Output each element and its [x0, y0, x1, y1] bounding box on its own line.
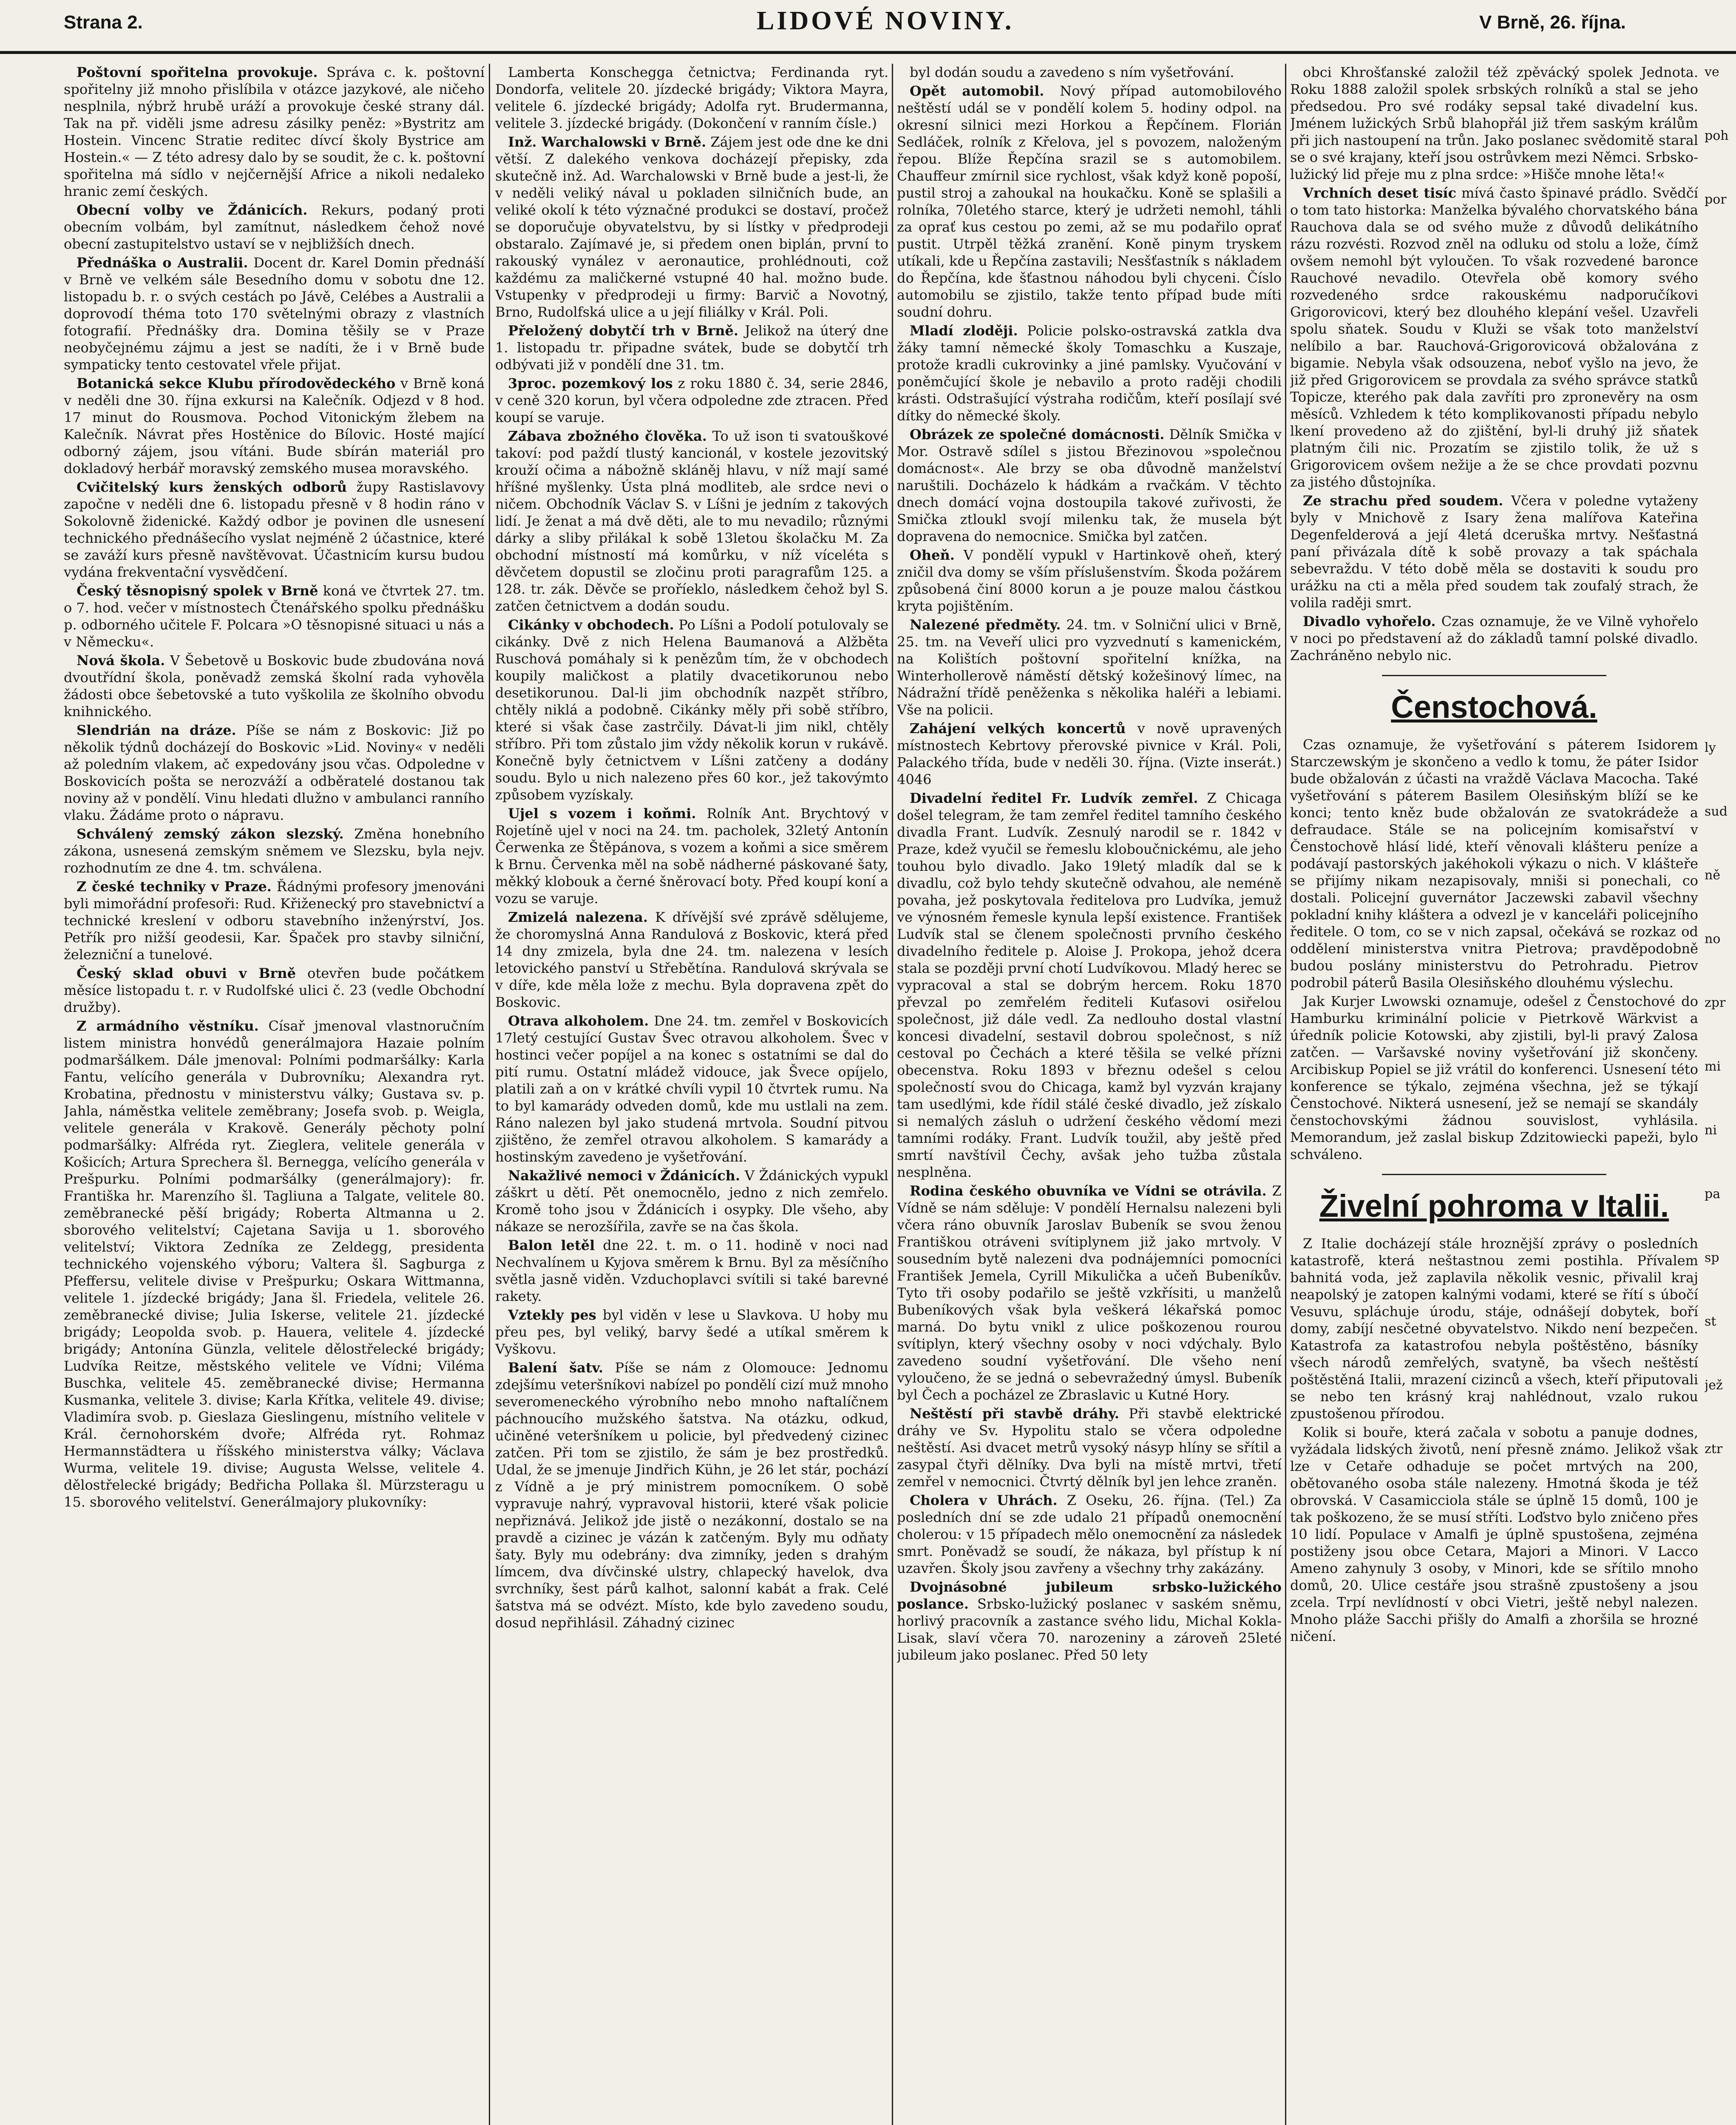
article-paragraph — [1290, 1424, 1698, 1645]
article-headline: Zahájení velkých koncertů — [910, 720, 1126, 737]
article-body: otevřen bude počátkem měsíce listopadu t. r. v Rudolfské ulici č. 23 (vedle Obchodní družby). — [64, 965, 485, 1015]
article-body: Píše se nám z Boskovic: Již po několik týdnů docházejí do Boskovic »Lid. Noviny« v neděli až poledním vlakem, ač expedovány jsou včas. Odpoledne v Boskovicích pošta se nerozváží a odběratelé dostanou tak noviny až v pondělí. Vinu hledati dlužno v ambulanci ranního vlaku. Žádáme proto o nápravu. — [64, 722, 485, 823]
article-headline: Cholera v Uhrách. — [910, 1492, 1058, 1508]
article-body: Správa c. k. poštovní spořitelny již mnoho přislíbila v otázce jazykové, ale ničeho nesplnila, nýbrž hrubě uráží a provokuje české strany dál. Tak na př. viděli jsme adresu zásilky peněz: »Bystritz am Hostein. Vincenc Stratie reditec dívcí školy Bystrice am Hostein.« — Z této adresy dalo by se soudit, že c. k. poštovní spořitelna má sídlo v nejčernější Africe a nikoli nedaleko hranic zemí českých. — [64, 64, 485, 199]
article-body: Z Oseku, 26. října. (Tel.) Za posledních dní se zde udalo 21 případů onemocnění cholerou: v 15 případech mělo onemocnění za následek smrt. Poněvadž se soudí, že nákaza, byl přístup k ní uzavřen. Školy jsou zavřeny a všechny trhy zakázány. — [897, 1492, 1282, 1576]
article-body: Rolník Ant. Brychtový v Rojetíně ujel v noci na 24. tm. pacholek, 32letý Antonín Čerwenka ze Štěpánova, s vozem a koňmi a sice směrem k Brnu. Červenka měl na sobě nádherné páskované šaty, měkký klobouk a černé šněrovací boty. Před koupí koní a vozu se varuje. — [495, 805, 888, 907]
article-paragraph — [897, 1492, 1282, 1577]
edge-fragment: no — [1705, 932, 1721, 946]
article-paragraph — [897, 720, 1282, 788]
article-paragraph — [495, 909, 888, 1011]
article-body: byl dodán soudu a zavedeno s ním vyšetřování. — [910, 64, 1234, 80]
article-headline: Mladí zloději. — [910, 323, 1018, 339]
edge-fragment: por — [1705, 192, 1727, 207]
article-paragraph — [1290, 184, 1698, 490]
edge-fragment: zpr — [1705, 995, 1726, 1010]
article-headline: Divadlo vyhořelo. — [1303, 613, 1436, 629]
article-body: Jelikož na úterý dne 1. listopadu tr. připadne svátek, bude se dobytčí trh odbývati již v pondělí dne 31. tm. — [495, 323, 888, 373]
section-divider — [1382, 675, 1606, 676]
article-body: V Šebetově u Boskovic bude zbudována nová dvoutřídní škola, poněvadž zemská školní rada vyhověla žádosti obce šebetovské a tuto vyškolila ze školního obvodu knihnického. — [64, 652, 485, 720]
article-body: Policie polsko-ostravská zatkla dva žáky tamní německé školy Tomaschku a Kuszaje, protože kradli cukrovinky a jiné pamlsky. Vyučování v poněmčující škole je nebavilo a proto raději chodili krásti. Odstrašující výstraha rodičům, kteří posílají své dítky do německé školy. — [897, 323, 1282, 424]
article-headline: Zábava zbožného člověka. — [508, 428, 707, 444]
edge-fragment: pa — [1705, 1187, 1721, 1201]
article-paragraph — [64, 582, 485, 650]
article-paragraph — [897, 64, 1282, 81]
article-paragraph — [495, 1237, 888, 1305]
article-body: Docent dr. Karel Domin přednáší v Brně ve velkém sále Besedního domu v sobotu dne 12. listopadu b. r. o svých cestách po Jávě, Celébes a Australii a doprovodí théma toto 170 světelnými obrazy z vlastních fotografií. Přednášky dra. Domina těšily se v Praze neobyčejnému zájmu a jest se nadíti, že i v Brně bude sympaticky tento cestovatel vřele přijat. — [64, 255, 485, 373]
column-3 — [897, 64, 1282, 2125]
article-headline: Cvičitelský kurs ženských odborů — [77, 479, 347, 495]
article-paragraph — [897, 1578, 1282, 1663]
article-body: v nově upravených místnostech Kebrtovy přerovské pivnice v Král. Poli, Palackého třída, bude v neděli 30. října. (Vizte inserát.) 4046 — [897, 720, 1282, 788]
section-divider — [1382, 1174, 1606, 1175]
article-body: Nový případ automobilového neštěstí udál se v pondělí kolem 5. hodiny odpol. na okresní silnici mezi Horkou a Řepčínem. Florián Sedláček, rolník z Křelova, jel s povozem, naloženým řepou. Blíže Řepčína srazil se s automobilem. Chauffeur zmírnil sice rychlost, však když koně popoší, pustil stroj a zahoukal na houkačku. Koně se splašili a rolníka, 70letého starce, který je udržeti nemohl, táhli za oprať kus cestou po zemi, až se mu podařilo oprať pustit. Utrpěl těžká zranění. Koně pinym tryskem utíkali, kde u Řepčína zastavili; Nesšťastník s nákladem do Řepčína, kde šťastnou náhodou byli chyceni. Číslo automobilu se zjistilo, takže tento případ bude míti soudní dohru. — [897, 83, 1282, 320]
article-headline: Z armádního věstníku. — [77, 1018, 259, 1034]
article-body: Řádnými profesory jmenováni byli mimořádní profesoři: Rud. Křiženecký pro stavebnictví a technické kreslení v odboru stavebního inženýrství, Jos. Petřík pro nižší geodesii, Kar. Špaček pro stavby silniční, železniční a tunelové. — [64, 878, 485, 963]
article-paragraph — [897, 82, 1282, 320]
edge-fragment: ni — [1705, 1123, 1717, 1138]
article-headline: Balon letěl — [508, 1237, 595, 1253]
article-headline: Vztekly pes — [508, 1307, 596, 1323]
article-headline: Ze strachu před soudem. — [1303, 493, 1503, 509]
article-paragraph — [495, 64, 888, 132]
article-body: Srbsko-lužický poslanec v saském sněmu, horlivý pracovník a zastance svého lidu, Michal Kokla-Lisak, slaví včera 70. narozeniny a zároveň 25leté jubileum jako poslanec. Před 50 lety — [897, 1596, 1282, 1663]
article-headline: Nakažlivé nemoci v Ždánicích. — [508, 1167, 740, 1184]
edge-fragment: st — [1705, 1314, 1716, 1329]
article-body: Při stavbě elektrické dráhy ve Sv. Hypolitu stalo se včera odpoledne neštěstí. Asi dvacet metrů vysoký násyp hlíny se sřítil a zasypal čtyři dělníky. Dva byli na místě mrtvi, třetí zemřel v nemocnici. Čtvrtý dělník byl jen lehce zraněn. — [897, 1405, 1282, 1490]
article-paragraph — [897, 1182, 1282, 1403]
article-paragraph — [495, 428, 888, 615]
article-body: V pondělí vypukl v Hartinkově oheň, který zničil dva domy se vším příslušenstvím. Škoda požárem způsobená činí 8000 korun a je pouze malou částkou kryta pojištěním. — [897, 547, 1282, 614]
column-rule — [892, 64, 893, 2125]
edge-fragment: ztr — [1705, 1442, 1723, 1456]
article-body: Z Chicaga došel telegram, že tam zemřel ředitel tamního českého divadla Frant. Ludvík. Zesnulý narodil se r. 1842 v Praze, kdež vyučil se řemeslu kloboučnickému, ale jeho touhou bylo divadlo. Jako 19letý mladík dal se k divadlu, což bylo tehdy skutečně odvahou, ale neméně povaha, jež poskytovala ředitelova pro Ludvíka, jemuž ve výnosném řemesle kynula lepší existence. František Ludvík stal se členem společnosti prvního českého divadelního ředitele p. Aloise J. Prokopa, jehož dcera stala se později první chotí Ludvíkovou. Mladý herec se vypracoval a stal se dobrým hercem. Roku 1870 převzal po zemřelém řediteli Kuťasovi osiřelou společnost, již dále vedl. Za nedlouho dostal vlastní koncesi divadelní, sestavil dobrou společnost, s níž cestoval po Čechách a které těšila se velké přízni obecenstva. Roku 1893 v březnu odešel s celou společností svou do Chicaga, kamž byl vyzván krajany tam usedlými, kde řídil stálé české divadlo, jež získalo si nemalých zásluh o udržení českého vědomí mezi tamními rodáky. Frant. Ludvík toužil, aby ještě před smrtí navštívil Čechy, avšak jeho tužba zůstala nesplněna. — [897, 790, 1282, 1180]
article-headline: Poštovní spořitelna provokuje. — [77, 64, 318, 80]
edge-fragment: ly — [1705, 740, 1716, 755]
article-headline: Opět automobil. — [910, 83, 1044, 99]
newspaper-title: LIDOVÉ NOVINY. — [757, 6, 1014, 35]
article-paragraph — [495, 133, 888, 320]
masthead — [0, 0, 1736, 54]
article-body: župy Rastislavovy započne v neděli dne 6. listopadu přesně v 8 hodin ráno v Sokolovně židenické. Každý odbor je povinen dle usnesení technického přednášecího vyslat nejméně 2 účastnice, které se zaváží kurs přesně navštěvovat. Účastnicím kursu budou vydána frekventační vysvědčení. — [64, 479, 485, 580]
article-body: Po Líšni a Podolí potulovaly se cikánky. Dvě z nich Helena Baumanová a Alžběta Ruschová pomáhaly si k penězům tím, že v obchodech koupily maličkost a platily dvacetikorunou nebo desetikorunou. Dal-li jim obchodník nazpět stříbro, chtěly niklá a podobně. Cikánky měly při sobě stříbro, které si však čase zastrčily. Dávat-li jim nikl, chtěly stříbro. Při tom zůstalo jim vždy několik korun v rukávě. Konečně byly četnictvem v Líšni zatčeny a dodány soudu. Bylo u nich nalezeno přes 60 kor., jež takovýmto způsobem vyzískaly. — [495, 617, 888, 803]
article-headline: Český těsnopisný spolek v Brně — [77, 583, 318, 599]
article-headline: Otrava alkoholem. — [508, 1013, 649, 1029]
article-headline: Nalezené předměty. — [910, 617, 1061, 633]
article-body: Czas oznamuje, že ve Vilně vyhořelo v noci po představení až do základů tamní polské divadlo. Zachráněno nebylo nic. — [1290, 613, 1698, 663]
article-body: v Brně koná v neděli dne 30. října exkursi na Kalečník. Odjezd v 8 hod. 17 minut do Rousmova. Pochod Vitonickým žlebem na Kalečník. Návrat přes Hostěnice do Bílovic. Hosté mající odborný zájem, jsou vítáni. Bude sbírán materiál pro dokladový herbář moravský zemského musea moravského. — [64, 375, 485, 476]
article-headline: Neštěstí při stavbě dráhy. — [910, 1405, 1120, 1422]
article-paragraph — [64, 722, 485, 824]
article-paragraph — [1290, 64, 1698, 183]
article-body: 24. tm. v Solniční ulici v Brně, 25. tm. na Veveří ulici pro vyzvednutí s kamenickém, na Kolištích poštovní spořitelní knížka, na Winterhollerově náměstí dětský kožešinový límec, na Nádražní třídě peněženka s několika haléři a lebiami. Vše na policii. — [897, 617, 1282, 718]
article-headline: Rodina českého obuvníka ve Vídni se otrávila. — [910, 1183, 1267, 1199]
article-paragraph — [1290, 613, 1698, 664]
article-paragraph — [64, 878, 485, 963]
article-paragraph — [64, 375, 485, 477]
article-body: K dřívější své zprávě sdělujeme, že choromyslná Anna Randulová z Boskovic, která před 14 dny zmizela, byla dne 24. tm. nalezena v lesích letovického panství u Střebětína. Randulová skrývala se v díře, kde měla lože z mechu. Byla dopravena zpět do Boskovic. — [495, 909, 888, 1010]
column-2 — [495, 64, 888, 2125]
column-1 — [64, 64, 485, 2125]
article-paragraph — [64, 479, 485, 581]
article-body: Z Italie docházejí stále hroznější zprávy o posledních katastrofě, která neštastnou zemi postihla. Přívalem bahnitá voda, jež zaplavila několik vesnic, přivalil kraj neapolský je zatopen kalnými vodami, které se řítí s úbočí Vesuvu, spláchuje úrodu, stáje, odnášejí dobytek, boří domy, zabíjí nesčetné obyvatelstvo. Nikdo není bezpečen. Katastrofa za katastrofou nebyla poštěstěno, básníky všech národů zemřelých, svatyně, ba všech neštěstí poštěstěná Italii, mrazení cizinců a všech, kteří připutovali se nebo ten krásný kraj nahlédnout, vzalo rukou zpustošenou přírodou. — [1290, 1235, 1698, 1422]
section-heading: Čenstochová. — [1391, 689, 1597, 725]
article-headline: Oheň. — [910, 547, 955, 563]
article-headline: Přednáška o Australii. — [77, 255, 248, 271]
article-paragraph — [495, 322, 888, 373]
article-paragraph — [64, 1017, 485, 1510]
article-headline: Nová škola. — [77, 652, 165, 669]
column-4 — [1290, 64, 1698, 2125]
edge-fragment: mi — [1705, 1059, 1721, 1074]
article-body: Z Vídně se nám sděluje: V pondělí Hernalsu nalezeni byli včera ráno obuvník Jaroslav Bubeník se svou ženou Františkou otráveni svítiplynem již jako mrtvoly. V sousedním bytě nalezeni dva podnájemníci pomocníci František Jemela, Cyrill Mikulička a učeň Bubeníkův. Tyto tři osoby podařilo se ještě vzkřísiti, u manželů Bubeníkových však byla veškerá lékařská pomoc marná. Do bytu vnikl z ulice poškozenou rourou svítiplyn, který všechny osoby v noci vdýchaly. Bylo zavedeno soudní vyšetřování. Dle všeho není vyloučeno, že se jedná o sebevražedný úmysl. Bubeník byl Čech a pocházel ze Zbraslavic u Kutné Hory. — [897, 1183, 1282, 1403]
article-body: Píše se nám z Olomouce: Jednomu zdejšímu veteršníkovi nabízel po pondělí cizí muž mnoho severomeneckého výrobního nebo mnoho naftalíčnem páchnoucího mužského šatstva. Na otázku, odkud, učiněné veteršníkem u policie, byl předvedený cizinec zatčen. Při tom se zjistilo, že sám je bez prostředků. Udal, že se jmenuje Jindřich Kühn, je 26 let stár, pochází z Vídně a je prý ministrem pomocníkem. O sobě vypravuje nahrý, vypravoval historii, které však policie nepřiznává. Jelikož jde jistě o nezákonní, dostalo se na pravdě a cizinec je vázán k zatčeným. Byly mu odňaty šaty. Byly mu odebrány: dva zimníky, jeden s drahým límcem, dva dívčinské ulstry, chlapecký havelok, dva svrchníky, šest párů kalhot, salonní kabát a frak. Celé šatstva má se odvézt. Místo, kde bylo zavedeno soudu, dosud nepřihlásil. Záhadný cizinec — [495, 1360, 888, 1631]
article-body: dne 22. t. m. o 11. hodině v noci nad Nechvalínem u Kyjova směrem k Brnu. Byl za měsíčního světla jasně viděn. Vzduchoplavci svítili si také barevné rakety. — [495, 1237, 888, 1304]
issue-date: V Brně, 26. října. — [1479, 12, 1626, 33]
article-headline: Schválený zemský zákon slezský. — [77, 826, 344, 842]
article-headline: Balení šatv. — [508, 1360, 604, 1376]
article-body: Císař jmenoval vlastnoručním listem ministra honvédů generálmajora Hazaie polním podmaršálkem. Dále jmenoval: Polními podmaršálky: Karla Fantu, velícího generála v Dubrovníku; Alexandra ryt. Krobatina, přednostu v ministerstvu války; Gustava sv. p. Jahla, náměstka velitele zeměbrany; Josefa svob. p. Weigla, velitele generála v Krakově. Generály pěchoty polní podmaršálky: Alfréda ryt. Zieglera, velitele generála v Košicích; Artura Sprechera šl. Bernegga, velícího generála v Prešpurku. Polními podmaršálky (generálmajory): fr. Františka hr. Marenzího šl. Tagliuna a Talgate, velitele 80. zeměbranecké pěší brigády; Roberta Altmanna u 2. sborového velitelství; Cajetana Savija u 1. sborového velitelství; Viktora Zedníka ze Zeldegg, presidenta technického vojenského výboru; Valtera šl. Sagburga z Pfeffersu, velitele divise v Prešpurku; Oskara Wittmanna, velitele 1. jízdecké brigády; Jana šl. Friedela, velitele 26. zeměbranecké divise; Julia Iskerse, velitele 21. jízdecké brigády; Leopolda svob. p. Hauera, velitele 4. jízdecké brigády; Antonína Günzla, velitele dělostřelecké brigády; Ludvíka Reitze, městského velitele ve Vídni; Viléma Buschka, velitele 45. zeměbranecké divise; Hermanna Kusmanka, velitele 3. divise; Karla Křítka, velitele 49. divise; Vladimíra svob. p. Gieslaza Gieslingenu, místního velitele v Král. černohorském dvoře; Alfréda ryt. Rohmaz Hermannstädtera u říšského ministerstva války; Václava Wurma, velitele 19. divise; Augusta Welsse, velitele 4. dělostřelecké brigády; Bedřicha Pollaka šl. Mürzsteragu u 15. sborového velitelství. Generálmajory plukovníky: — [64, 1018, 485, 1510]
next-page-edge — [1705, 64, 1736, 2125]
article-paragraph — [64, 254, 485, 373]
edge-fragment: sp — [1705, 1250, 1719, 1265]
article-headline: Obecní volby ve Ždánicích. — [77, 202, 308, 218]
article-paragraph — [495, 1012, 888, 1165]
article-headline: Přeložený dobytčí trh v Brně. — [508, 323, 739, 339]
article-headline: Český sklad obuvi v Brně — [77, 965, 296, 981]
article-body: Czas oznamuje, že vyšetřování s páterem Isidorem Starczewským je skončeno a vedlo k tomu, že páter Isidor bude obžalován z účasti na vraždě Václava Macocha. Také vyšetřování s páterem Basilem Olesiňským blíží se ke konci; tento kněz bude obžalován ze svatokrádeže a defraudace. Stále se na policejním komisařství v Čenstochově hlásí lidé, kteří věnovali klášteru peníze a podávají pastorských jakéhokoli výkazu o nich. V klášteře se přijímy nikam nezapisovaly, mniši si ponechali, co dostali. Policejní guvernátor Jaczewski zabavil všechny pokladní knihy kláštera a odvezl je v kanceláři policejního ředitele. O tom, co se v nich zapsal, očekává se rozkaz od oddělení ministerstva vnitra Pietrova; pravděpodobně budou poslány ministerstvu do Petrohradu. Pietrov podrobil páterů Basila Olesiňského dlouhému výslechu. — [1290, 737, 1698, 991]
page-number: Strana 2. — [64, 12, 143, 33]
section-heading: Živelní pohroma v Italii. — [1319, 1188, 1669, 1224]
article-paragraph — [1290, 1235, 1698, 1422]
article-headline: Cikánky v obchodech. — [508, 617, 674, 633]
article-headline: Botanická sekce Klubu přírodovědeckého — [77, 375, 396, 391]
article-paragraph — [897, 790, 1282, 1181]
article-body: z roku 1880 č. 34, serie 2846, v ceně 320 korun, byl včera odpoledne zde ztracen. Před koupí se varuje. — [495, 375, 888, 425]
article-body: byl viděn v lese u Slavkova. U hoby mu přeu pes, byl veliký, barvy šedé a utíkal směrem k Vyškovu. — [495, 1307, 888, 1357]
article-body: koná ve čtvrtek 27. tm. o 7. hod. večer v místnostech Čtenářského spolku přednášku p. odborného učitele F. Polcara »O těsnopisné situaci u nás a v Německu«. — [64, 583, 485, 650]
article-paragraph — [897, 322, 1282, 424]
article-body: Dělník Smička v Mor. Ostravě sdílel s jistou Březinovou »společnou domácnost«. Ale brzy se oba důvodně manželství naruštili. Docházelo k hádkám a rvačkám. V těchto dnech domácí vojna dostoupila takové zuřivosti, že Smička ztloukl svojí milenku tak, že musela být dopravena do nemocnice. Smička byl zatčen. — [897, 426, 1282, 544]
article-body: To už ison ti svatouškové takoví: pod paždí tlustý kancionál, v kostele jezovitský krouží očima a nábožně skláněj hlavu, v níž mají samé hříšné myšlenky. Ústa plná modliteb, ale srdce nevi o ničem. Obchodník Václav S. v Líšni je jedním z takových lidí. Je ženat a má dvě děti, ale to mu nevadilo; různými dárky a sliby přilákal k sobě 13letou školačku M. Za obchodní místností má komůrku, v níž víceléta s děvčetem dopustil se zločinu proti paragrafům 125. a 128. tr. zák. Děvče se proříeklo, následkem čehož byl S. zatčen četnictvem a dodán soudu. — [495, 428, 888, 614]
article-paragraph — [495, 616, 888, 803]
article-paragraph — [897, 616, 1282, 718]
article-headline: Inž. Warchalowski v Brně. — [508, 134, 706, 150]
edge-fragment: poh — [1705, 128, 1729, 143]
article-paragraph — [495, 805, 888, 907]
article-body: Rekurs, podaný proti obecním volbám, byl zamítnut, následkem čehož nové obecní zastupitelstvo ustaví se v nejbližších dnech. — [64, 202, 485, 252]
article-headline: Divadelní ředitel Fr. Ludvík zemřel. — [910, 790, 1198, 806]
article-paragraph — [64, 965, 485, 1016]
article-body: Jak Kurjer Lwowski oznamuje, odešel z Čenstochové do Hamburku kriminální policie v Pietrkově Wärkvist a úředník policie Kotowski, aby zjistili, byl-li pravý Zalosa zatčen. — Varšavské noviny vyšetřování již skončeny. Arcibiskup Popiel se již vrátil do konferenci. Usnesení této konference se týkalo, zejména všechna, jež se týkají Čenstochové. Nikterá usnesení, jež se nemají se skandály čenstochovskými žádnou souvislost, vyhlásila. Memorandum, jež zaslal biskup Zdzitowiecki papeži, bylo schváleno. — [1290, 993, 1698, 1162]
edge-fragment — [1705, 676, 1736, 693]
article-headline: Slendrián na dráze. — [77, 722, 236, 738]
column-rule — [489, 64, 490, 2125]
article-body: mívá často špinavé prádlo. Svědčí o tom tato historka: Manželka bývalého chorvatského bána Rauchova dala se od svého muže z důvodů delikátního rázu rozvésti. Rozvod zněl na odluku od stolu a lože, čímž ovšem nemohl být vyloučen. To však rozvedené baronce Rauchové nevadilo. Otevřela obě komory svého rozvedeného srdce rakouskému nadporučíkovi Grigorovicovi, který bez dlouhého klepání vešel. Uzavřeli spolu sňatek. Soudu v Kluži se však toto manželství nelíbilo a bar. Rauchová-Grigorovicová obžalována z bigamie. Nebyla však odsouzena, neboť vyšlo na jevo, že již před Grigorovicem se provdala za svého správce statků Topicze, kterého pak dala zavříti pro zpronevěry na osm měsíců. Vzhledem k této komplikovanosti případu nebylo lkení provedeno až do zjištění, byl-li druhý již sňatek platným čili nic. Prozatím se zjistilo tolik, že už s Grigorovicem ovšem nežije a že se chce provdati pozvnu za jistého důstojníka. — [1290, 185, 1698, 490]
article-paragraph — [495, 1306, 888, 1357]
article-headline: Dvojnásobné jubileum srbsko-lužického poslance. — [897, 1579, 1282, 1612]
article-paragraph — [897, 426, 1282, 545]
article-body: Kolik si bouře, která začala v sobotu a panuje dodnes, vyžádala lidských životů, není přesně známo. Jelikož však lze v Cetaře odhaduje se počet mrtvých na 200, obětovaného osoba stále nalezeny. Hmotná škoda je též obrovská. V Casamicciola stále se úplně 15 domů, 100 je tak poškozeno, že se musí stříti. Loďstvo bylo zničeno přes 10 lidí. Populace v Amalfi je úplně spustošena, zejména postiženy jsou obce Cetara, Majori a Minori. V Lacco Ameno zahynuly 3 osoby, v Minori, kde se sřítilo mnoho domů, 20. Ulice cestáře jsou strašně zpustošeny a jsou zcela. Trpí nevlídností v obci Vietri, ještě nebyl nalezen. Mnoho pláže Sacchi přišly do Amalfi a zhoršila se hrozné ničení. — [1290, 1424, 1698, 1644]
article-body: obci Khrošťanské založil též zpěvácký spolek Jednota. Roku 1888 založil spolek srbských rolníků a stal se jeho předsedou. Pro své rodáky sepsal také divadelní kus. Jménem lužických Srbů blahopřál již třem saským králům při jich nastoupení na trůn. Jako poslanec svědomitě staral se o své krajany, kteří jsou ostrůvkem mezi Němci. Srbsko-lužický lid přeje mu z plna srdce: »Hišče mnohe lěta!« — [1290, 64, 1698, 182]
column-rule — [1285, 64, 1286, 2125]
article-paragraph — [1290, 492, 1698, 611]
article-paragraph — [64, 201, 485, 252]
article-paragraph — [1290, 736, 1698, 991]
article-body: Lamberta Konschegga četnictva; Ferdinanda ryt. Dondorfa, velitele 20. jízdecké brigády; Viktora Mayra, velitele 6. jízdecké brigády; Adolfa ryt. Brudermanna, velitele 3. jízdecké brigády. (Dokončení v ranním čísle.) — [495, 64, 888, 131]
article-paragraph — [495, 375, 888, 426]
article-body: Včera v poledne vytaženy byly v Mnichově z Isary žena malířova Kateřina Degenfelderová a její 4letá dceruška mrtvy. Nešťastná paní přivázala dítě k sobě provazy a tak spáchala sebevraždu. V této době měla se dostaviti k soudu pro urážku na cti a měla před soudem tak zoufalý strach, že volila raději smrt. — [1290, 493, 1698, 611]
article-headline: Obrázek ze společné domácnosti. — [910, 426, 1165, 442]
edge-fragment: sud — [1705, 804, 1727, 819]
article-paragraph — [64, 64, 485, 200]
edge-fragment: jež — [1705, 1378, 1723, 1393]
article-paragraph — [897, 547, 1282, 615]
article-body: Zájem jest ode dne ke dni větší. Z dalekého venkova docházejí přepisky, zda skutečně inž. Ad. Warchalowski v Brně bude a jest-li, že v neděli veliký nával u pokladen silničních bude, an veliké okolí k této význačné produkci se dostaví, pročež se doporučuje obyvatelstvu, by si lístky v předprodeji obstaralo. Zajímavé je, si předem onen biplán, první to rakouský vynález v aeronautice, prohlédnouti, což každému za maličkerné vstupné 40 hal. možno bude. Vstupenky v předprodeji u firmy: Barvič a Novotný, Brno, Rudolfská ulice a u její filiálky v Král. Poli. — [495, 134, 888, 320]
edge-fragment: ve — [1705, 65, 1719, 79]
article-headline: Vrchních deset tisíc — [1303, 185, 1456, 201]
edge-fragment: ně — [1705, 868, 1721, 883]
article-paragraph — [1290, 993, 1698, 1163]
article-paragraph — [64, 825, 485, 876]
article-headline: Z české techniky v Praze. — [77, 878, 272, 895]
article-paragraph — [64, 652, 485, 720]
article-headline: Ujel s vozem i koňmi. — [508, 805, 696, 822]
article-body: Dne 24. tm. zemřel v Boskovicích 17letý cestující Gustav Švec otravou alkoholem. Švec v hostinci večer popíjel a na konec s ostatními se dal do pití rumu. Ostatní mládež vidouce, jak Švece opíjelo, platili zaň a on v krátké chvíli vypil 10 čtvrtek rumu. Na to byl kamarády odveden domů, kde mu ustlali na zem. Ráno nalezen byl jako studená mrtvola. Soudní pitvou zjištěno, že zemřel otravou alkoholem. S kamarády a hostinským zavedeno je vyšetřování. — [495, 1013, 888, 1165]
article-headline: Zmizelá nalezena. — [508, 909, 648, 925]
article-body: Změna honebního zákona, usnesená zemským sněmem ve Slezsku, byla nejv. rozhodnutím ze dne 4. tm. schválena. — [64, 826, 485, 876]
article-paragraph — [897, 1405, 1282, 1490]
article-paragraph — [495, 1359, 888, 1631]
article-body: V Ždánických vypukl záškrt u dětí. Pět onemocnělo, jedno z nich zemřelo. Kromě toho jsou v Ždánicích i osypky. Dle všeho, aby nákaze se nerozšířila, zavře se na čas škola. — [495, 1167, 888, 1235]
article-paragraph — [495, 1167, 888, 1235]
article-headline: 3proc. pozemkový los — [508, 375, 673, 391]
